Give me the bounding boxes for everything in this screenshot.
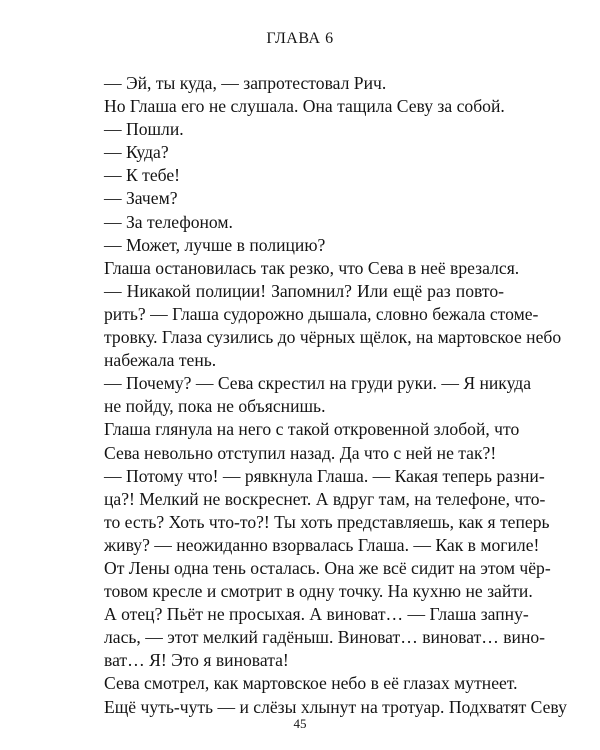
- text-line: Ещё чуть-чуть — и слёзы хлынут на тротуар. Подхватят Севу: [104, 696, 567, 717]
- text-line: то есть? Хоть что-то?! Ты хоть представляешь, как я теперь: [104, 511, 550, 532]
- text-line: Сева невольно отступил назад. Да что с ней не так?!: [104, 442, 497, 463]
- text-line: — Может, лучше в полицию?: [104, 234, 326, 255]
- text-line: рить? — Глаша судорожно дышала, словно бежала стоме-: [104, 303, 539, 324]
- text-line: — Почему? — Сева скрестил на груди руки. — Я никуда: [104, 373, 532, 394]
- text-line: товом кресле и смотрит в одну точку. На кухню не зайти.: [104, 581, 533, 602]
- text-line: ват… Я! Это я виновата!: [104, 650, 289, 671]
- text-line: набежала тень.: [104, 350, 217, 371]
- text-line: тровку. Глаза сузились до чёрных щёлок, на мартовское небо: [104, 327, 562, 348]
- chapter-heading: ГЛАВА 6: [266, 30, 334, 47]
- text-line: — Эй, ты куда, — запротестовал Рич.: [104, 73, 387, 93]
- text-line: — Зачем?: [104, 188, 178, 209]
- text-line: Сева смотрел, как мартовское небо в её глазах мутнеет.: [104, 673, 518, 694]
- text-line: — К тебе!: [104, 165, 181, 186]
- text-line: — Пошли.: [104, 119, 184, 140]
- text-line: — Куда?: [104, 142, 169, 163]
- text-line: Глаша глянула на него с такой откровенной злобой, что: [104, 419, 520, 440]
- page-number: 45: [293, 716, 307, 731]
- body-text: [104, 72, 567, 719]
- text-line: — За телефоном.: [104, 211, 233, 232]
- text-line: Но Глаша его не слушала. Она тащила Севу за собой.: [104, 96, 505, 117]
- text-line: Глаша остановилась так резко, что Сева в неё врезался.: [104, 257, 520, 278]
- text-line: живу? — неожиданно взорвалась Глаша. — Как в могиле!: [104, 534, 540, 555]
- text-line: А отец? Пьёт не просыхая. А виноват… — Глаша запну-: [104, 604, 529, 625]
- text-line: не пойду, пока не объяснишь.: [104, 396, 326, 417]
- text-line: — Никакой полиции! Запомнил? Или ещё раз повто-: [104, 280, 504, 301]
- text-line: лась, — этот мелкий гадёныш. Виноват… виноват… вино-: [104, 627, 546, 648]
- text-line: От Лены одна тень осталась. Она же всё сидит на этом чёр-: [104, 557, 551, 578]
- text-line: ца?! Мелкий не воскреснет. А вдруг там, на телефоне, что-: [104, 488, 546, 509]
- text-line: — Потому что! — рявкнула Глаша. — Какая теперь разни-: [104, 465, 545, 486]
